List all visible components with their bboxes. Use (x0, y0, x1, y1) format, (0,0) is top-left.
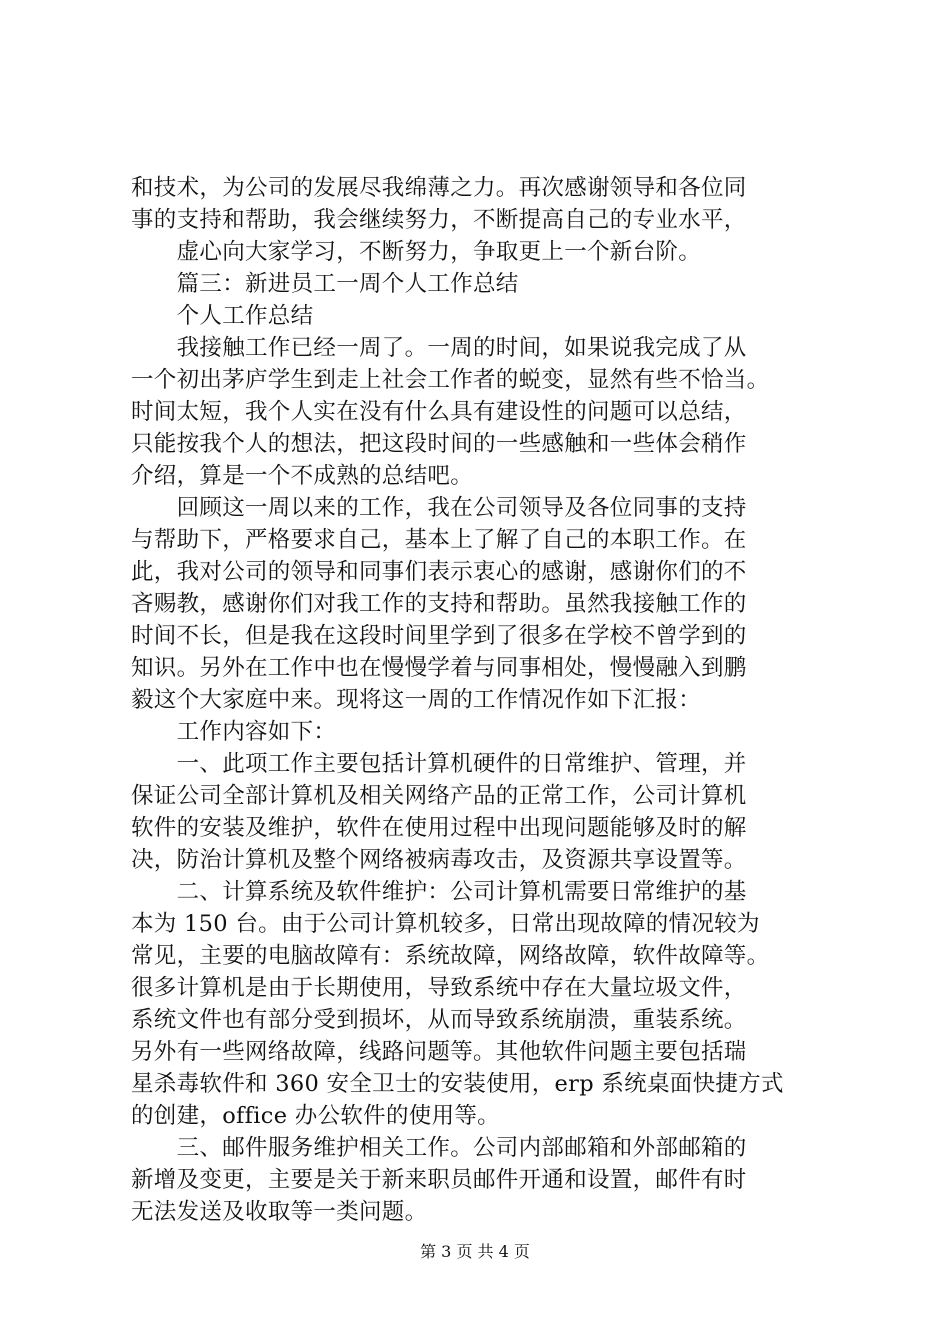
text-line: 工作内容如下： (131, 719, 337, 745)
section-heading: 篇三：新进员工一周个人工作总结 (131, 271, 519, 297)
text-line: 常见，主要的电脑故障有：系统故障，网络故障，软件故障等。 (131, 943, 770, 969)
text-line: 很多计算机是由于长期使用，导致系统中存在大量垃圾文件， (131, 975, 747, 1001)
text-line: 星杀毒软件和 360 安全卫士的安装使用，erp 系统桌面快捷方式 (131, 1071, 784, 1097)
text-line: 保证公司全部计算机及相关网络产品的正常工作，公司计算机 (131, 783, 747, 809)
page-number-footer: 第 3 页 共 4 页 (420, 1242, 530, 1261)
text-line: 时间不长，但是我在这段时间里学到了很多在学校不曾学到的 (131, 623, 747, 649)
text-line: 另外有一些网络故障，线路问题等。其他软件问题主要包括瑞 (131, 1039, 747, 1065)
text-line: 知识。另外在工作中也在慢慢学着与同事相处，慢慢融入到鹏 (131, 655, 747, 681)
text-line: 时间太短，我个人实在没有什么具有建设性的问题可以总结， (131, 399, 747, 425)
text-line: 的创建，office 办公软件的使用等。 (131, 1103, 500, 1129)
text-line: 和技术，为公司的发展尽我绵薄之力。再次感谢领导和各位同 (131, 175, 747, 201)
text-line: 一个初出茅庐学生到走上社会工作者的蜕变，显然有些不恰当。 (131, 367, 770, 393)
text-line: 三、邮件服务维护相关工作。公司内部邮箱和外部邮箱的 (131, 1135, 747, 1161)
text-line: 决，防治计算机及整个网络被病毒攻击，及资源共享设置等。 (131, 847, 747, 873)
text-line: 新增及变更，主要是关于新来职员邮件开通和设置，邮件有时 (131, 1167, 747, 1193)
text-line: 无法发送及收取等一类问题。 (131, 1199, 428, 1225)
text-line: 一、此项工作主要包括计算机硬件的日常维护、管理，并 (131, 751, 747, 777)
text-line: 事的支持和帮助，我会继续努力，不断提高自己的专业水平， (131, 207, 747, 233)
text-line: 吝赐教，感谢你们对我工作的支持和帮助。虽然我接触工作的 (131, 591, 747, 617)
text-line: 我接触工作已经一周了。一周的时间，如果说我完成了从 (131, 335, 747, 361)
text-line: 虚心向大家学习，不断努力，争取更上一个新台阶。 (131, 239, 702, 265)
text-line: 与帮助下，严格要求自己，基本上了解了自己的本职工作。在 (131, 527, 747, 553)
text-line: 只能按我个人的想法，把这段时间的一些感触和一些体会稍作 (131, 431, 747, 457)
text-line: 回顾这一周以来的工作，我在公司领导及各位同事的支持 (131, 495, 747, 521)
text-line: 软件的安装及维护，软件在使用过程中出现问题能够及时的解 (131, 815, 747, 841)
text-line: 系统文件也有部分受到损坏，从而导致系统崩溃，重装系统。 (131, 1007, 747, 1033)
text-line: 二、计算系统及软件维护：公司计算机需要日常维护的基 (131, 879, 747, 905)
subheading: 个人工作总结 (131, 303, 314, 329)
text-line: 介绍，算是一个不成熟的总结吧。 (131, 463, 474, 489)
text-line: 此，我对公司的领导和同事们表示衷心的感谢，感谢你们的不 (131, 559, 747, 585)
text-line: 本为 150 台。由于公司计算机较多，日常出现故障的情况较为 (131, 911, 760, 937)
text-line: 毅这个大家庭中来。现将这一周的工作情况作如下汇报： (131, 687, 702, 713)
document-body (131, 172, 843, 1228)
